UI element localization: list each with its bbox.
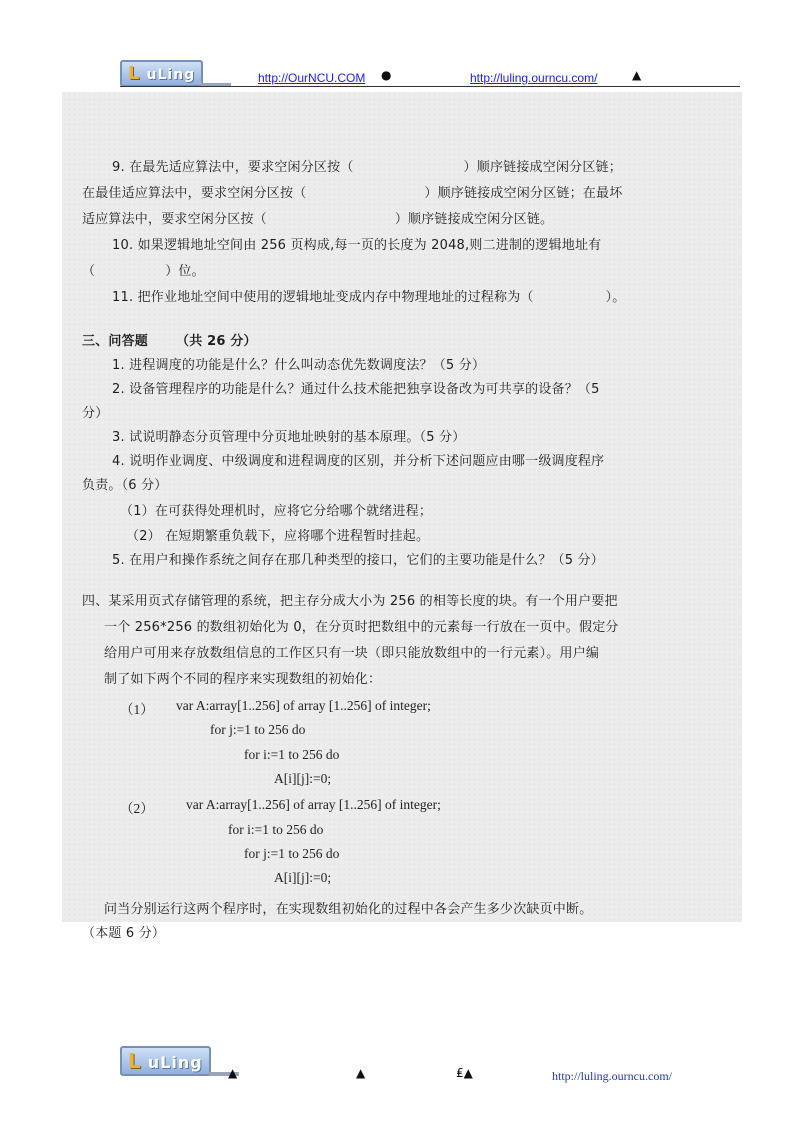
program2-line4: A[i][j]:=0;: [274, 870, 332, 885]
qa4-sub2: （2） 在短期繁重负载下，应将哪个进程暂时挂起。: [126, 529, 430, 544]
q9-line3: 适应算法中，要求空闲分区按（ ）顺序链接成空闲分区链。: [82, 212, 554, 227]
header-rule: [120, 86, 740, 87]
luling-logo: L uLing: [120, 1046, 211, 1076]
section4-line3: 给用户可用来存放数组信息的工作区只有一块（即只能放数组中的一行元素）。用户编: [104, 646, 600, 661]
program2-line1: var A:array[1..256] of array [1..256] of integer;: [186, 797, 441, 812]
footer-mark-icon: ▲: [356, 1066, 366, 1080]
qa4-sub1: （1）在可获得处理机时，应将它分给哪个就绪进程；: [120, 504, 433, 519]
section4-line2: 一个 256*256 的数组初始化为 0，在分页时把数组中的元素每一行放在一页中。假定分: [104, 620, 619, 635]
q10-line1: 10. 如果逻辑地址空间由 256 页构成,每一页的长度为 2048,则二进制的逻辑地址有: [112, 238, 602, 253]
closing-line1: 问当分别运行这两个程序时，在实现数组初始化的过程中各会产生多少次缺页中断。: [104, 902, 593, 917]
qa2-line1: 2. 设备管理程序的功能是什么？通过什么技术能把独享设备改为可共享的设备？（5: [112, 382, 600, 397]
q11-line: 11. 把作业地址空间中使用的逻辑地址变成内存中物理地址的过程称为（ ）。: [112, 290, 626, 305]
luling-logo: L uLing: [120, 60, 203, 87]
program2-line2: for i:=1 to 256 do: [228, 822, 324, 837]
scanned-page: [62, 92, 742, 922]
header-mark-icon: ●: [381, 68, 392, 82]
footer-luling-link[interactable]: http://luling.ourncu.com/: [552, 1069, 672, 1083]
qa3-line: 3. 试说明静态分页管理中分页地址映射的基本原理。（5 分）: [112, 430, 466, 445]
section4-line1: 四、某采用页式存储管理的系统，把主存分成大小为 256 的相等长度的块。有一个用户要把: [82, 594, 618, 609]
luling-link[interactable]: http://luling.ourncu.com/: [470, 71, 598, 85]
q9-line1: 9. 在最先适应算法中，要求空闲分区按（ ）顺序链接成空闲分区链；: [112, 160, 622, 175]
qa5-line: 5. 在用户和操作系统之间存在那几种类型的接口，它们的主要功能是什么？（5 分）: [112, 553, 604, 568]
program1-line1: var A:array[1..256] of array [1..256] of integer;: [176, 698, 431, 713]
ourncu-link[interactable]: http://OurNCU.COM: [258, 71, 366, 85]
program2-label: （2）: [120, 801, 154, 816]
qa2-line2: 分）: [82, 406, 109, 421]
program1-line4: A[i][j]:=0;: [274, 771, 332, 786]
program1-line2: for j:=1 to 256 do: [210, 722, 306, 737]
q9-line2: 在最佳适应算法中，要求空闲分区按（ ）顺序链接成空闲分区链；在最坏: [82, 186, 623, 201]
q10-line2: （ ）位。: [82, 264, 205, 279]
program1-label: （1）: [120, 702, 154, 717]
qa1-line: 1. 进程调度的功能是什么？什么叫动态优先数调度法？（5 分）: [112, 358, 486, 373]
footer-logo: [120, 1046, 239, 1076]
closing-line2: （本题 6 分）: [82, 926, 166, 941]
footer-mark-icon: ▲: [228, 1066, 238, 1080]
section4-line4: 制了如下两个不同的程序来实现数组的初始化：: [104, 672, 382, 687]
section3-title: 三、问答题 （共 26 分）: [82, 334, 257, 349]
qa4-line1: 4. 说明作业调度、中级调度和进程调度的区别，并分析下述问题应由哪一级调度程序: [112, 454, 605, 469]
header-mark-icon: ▲: [632, 68, 642, 82]
header-logo: [120, 60, 231, 87]
program1-line3: for i:=1 to 256 do: [244, 747, 340, 762]
footer-mark-icon: ₤▲: [456, 1066, 473, 1080]
qa4-line2: 负责。（6 分）: [82, 478, 168, 493]
program2-line3: for j:=1 to 256 do: [244, 846, 340, 861]
